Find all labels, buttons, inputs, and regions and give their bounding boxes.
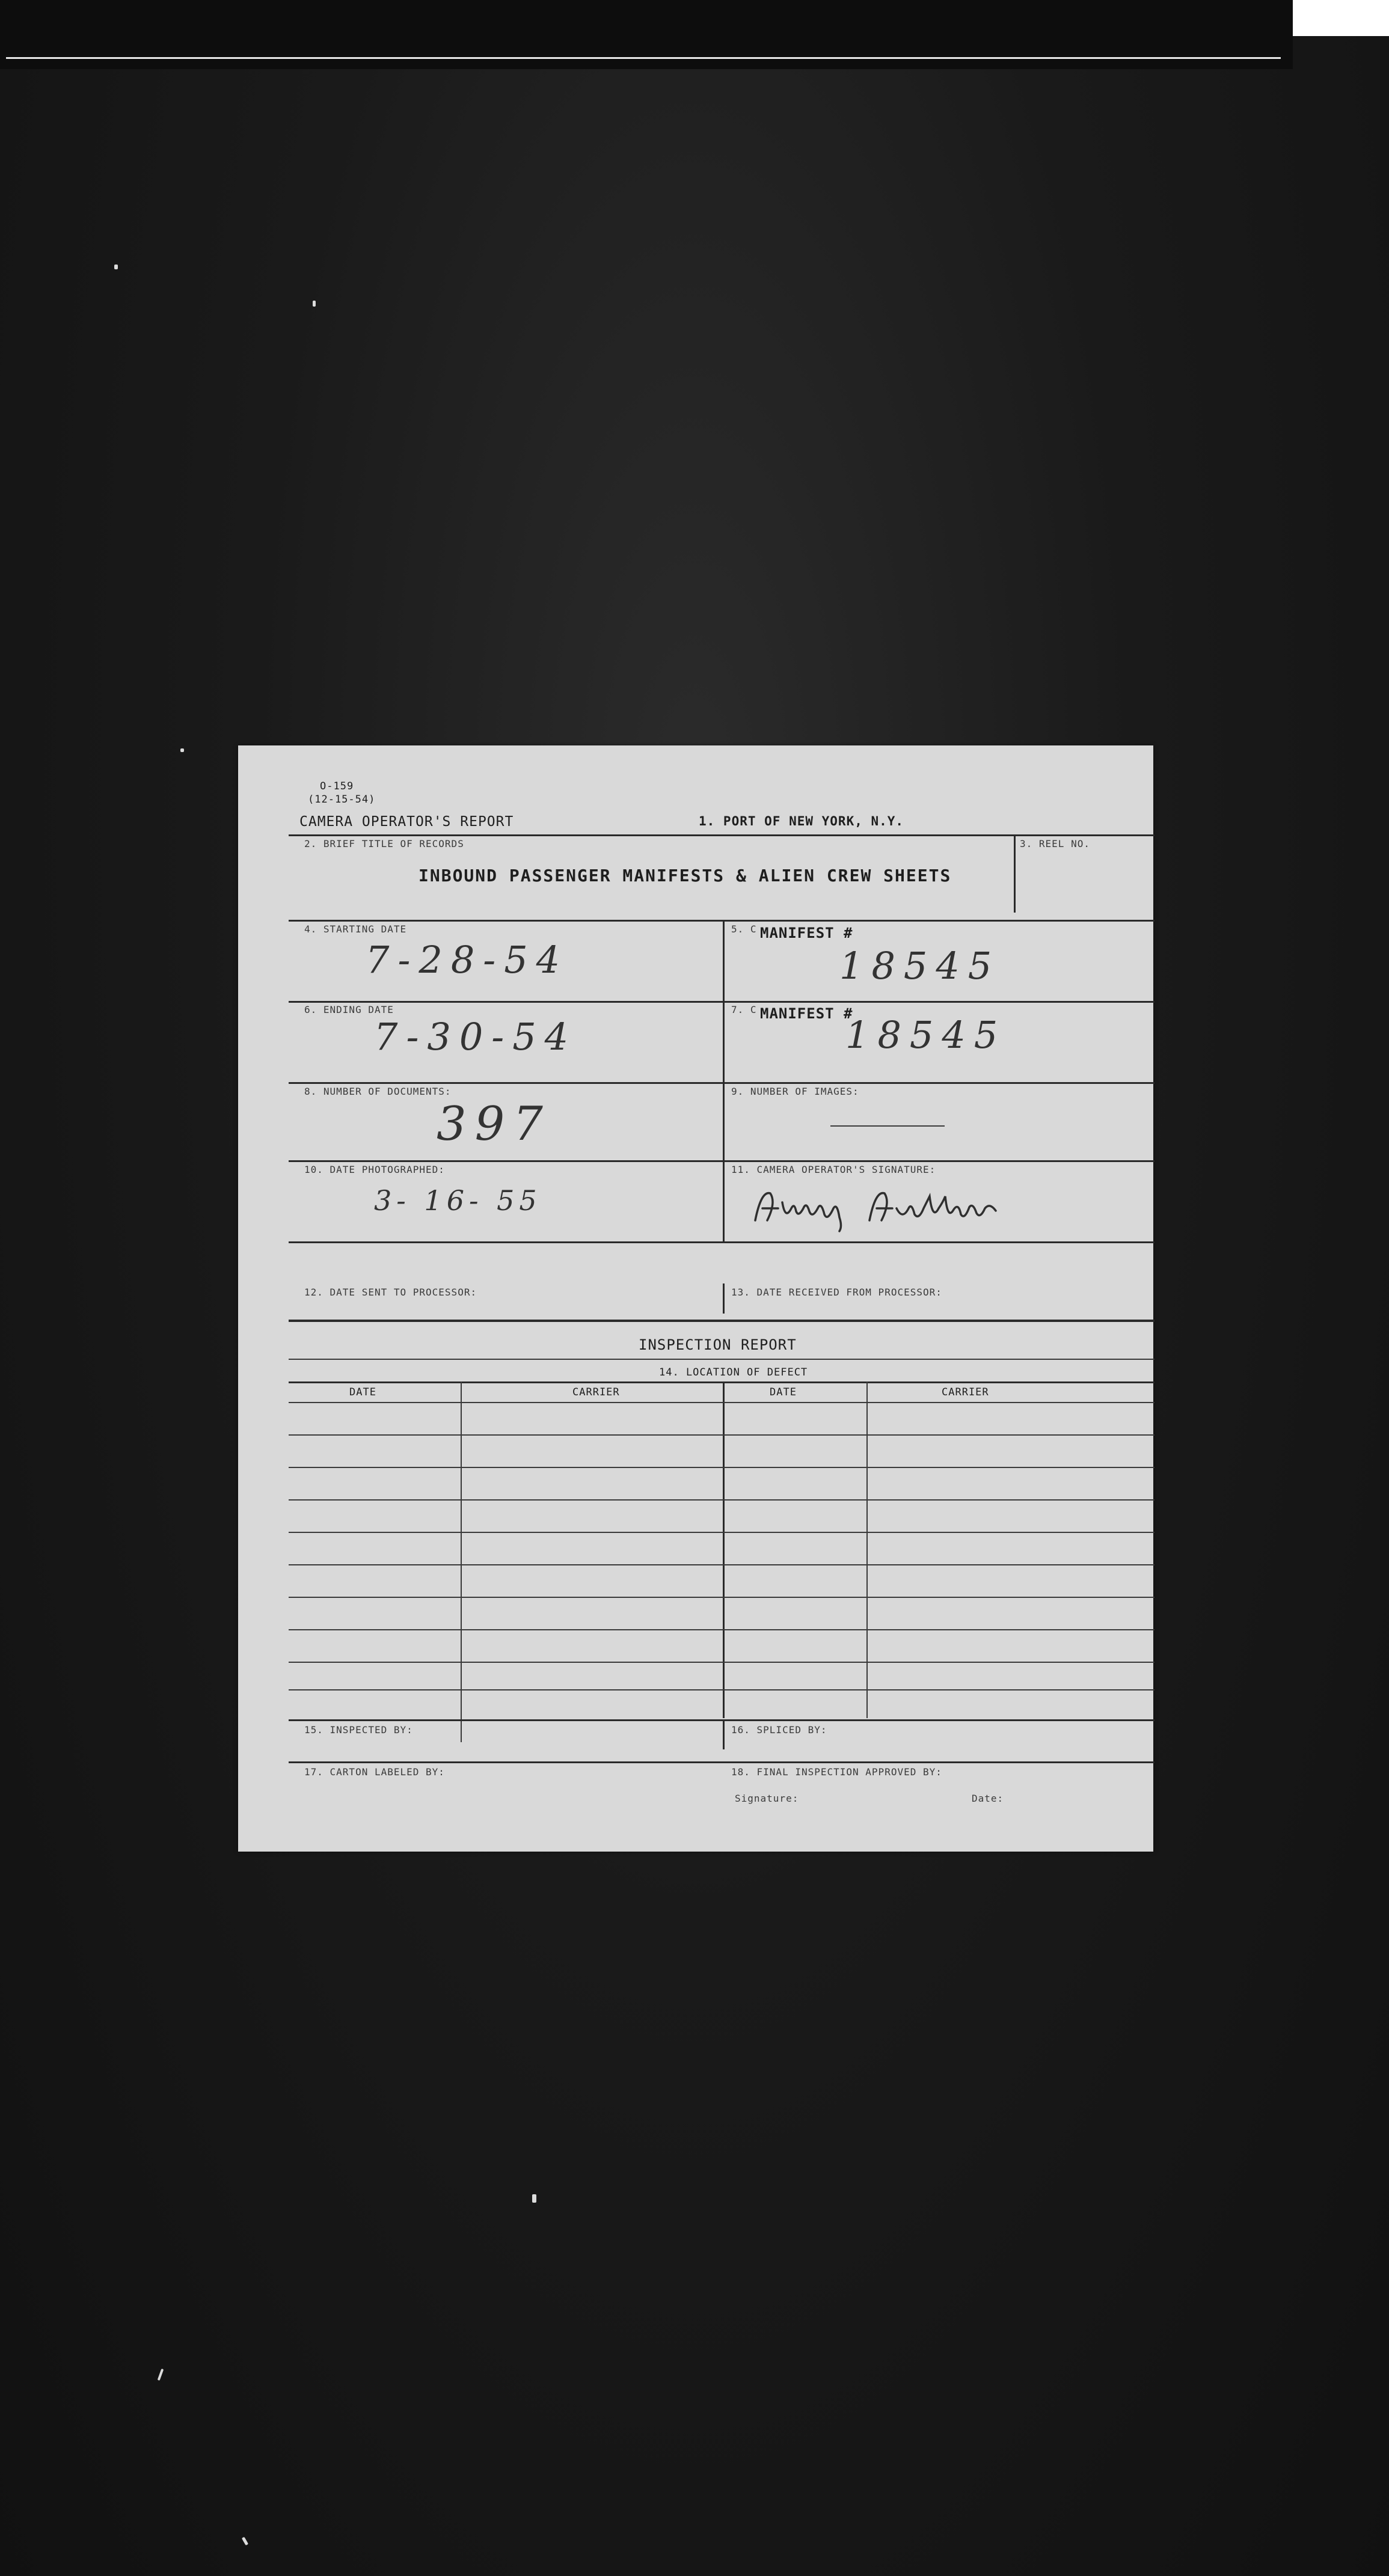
table-col-divider	[866, 1381, 868, 1718]
rule	[289, 1761, 1154, 1763]
rule	[289, 834, 1154, 836]
field-10-label: 10. DATE PHOTOGRAPHED:	[304, 1164, 445, 1175]
field-5-typed: MANIFEST #	[760, 925, 853, 941]
date-photographed-value: 3- 16- 55	[374, 1184, 542, 1217]
rule	[289, 1241, 1154, 1243]
rule	[289, 920, 1154, 922]
center-divider	[723, 920, 725, 1166]
camera-operator-report-form	[238, 745, 1153, 1852]
date-label: Date:	[972, 1793, 1004, 1804]
rule	[289, 1001, 1154, 1003]
table-row-line	[289, 1629, 1154, 1630]
inspection-title: INSPECTION REPORT	[639, 1336, 797, 1353]
images-dash	[830, 1125, 945, 1127]
field-6-label: 6. ENDING DATE	[304, 1004, 394, 1015]
rule	[289, 1082, 1154, 1084]
table-bottom	[289, 1719, 1154, 1721]
field-12-label: 12. DATE SENT TO PROCESSOR:	[304, 1286, 477, 1298]
field-4-label: 4. STARTING DATE	[304, 923, 407, 935]
field-18-label: 18. FINAL INSPECTION APPROVED BY:	[731, 1766, 942, 1778]
table-row-line	[289, 1402, 1154, 1403]
field-7-value: 18545	[845, 1013, 1007, 1057]
rule	[289, 1381, 1154, 1383]
field-17-label: 17. CARTON LABELED BY:	[304, 1766, 445, 1778]
table-row-line	[289, 1499, 1154, 1501]
col-carrier-left: CARRIER	[572, 1386, 620, 1398]
signature-label: Signature:	[735, 1793, 799, 1804]
field-14-label: 14. LOCATION OF DEFECT	[659, 1366, 808, 1378]
field-13-label: 13. DATE RECEIVED FROM PROCESSOR:	[731, 1286, 942, 1298]
field-7-typed: MANIFEST #	[760, 1005, 853, 1022]
ending-date-value: 7-30-54	[374, 1015, 577, 1059]
field-3-label: 3. REEL NO.	[1020, 838, 1090, 849]
center-divider	[723, 1160, 725, 1241]
field-8-label: 8. NUMBER OF DOCUMENTS:	[304, 1086, 452, 1097]
table-row-line	[289, 1662, 1154, 1663]
port-field: 1. PORT OF NEW YORK, N.Y.	[699, 814, 904, 828]
table-row-line	[289, 1597, 1154, 1598]
form-number: O-159	[320, 780, 354, 792]
table-row-line	[289, 1532, 1154, 1533]
table-row-line	[289, 1434, 1154, 1436]
center-divider	[723, 1719, 725, 1749]
field-16-label: 16. SPLICED BY:	[731, 1724, 827, 1736]
field-11-label: 11. CAMERA OPERATOR'S SIGNATURE:	[731, 1164, 936, 1175]
table-col-divider	[461, 1381, 462, 1742]
col-date-right: DATE	[770, 1386, 797, 1398]
col-date-left: DATE	[349, 1386, 376, 1398]
rule	[289, 1359, 1154, 1360]
field-15-label: 15. INSPECTED BY:	[304, 1724, 413, 1736]
table-row-line	[289, 1564, 1154, 1565]
field-9-label: 9. NUMBER OF IMAGES:	[731, 1086, 859, 1097]
rule	[289, 1160, 1154, 1162]
table-row-line	[289, 1689, 1154, 1690]
field-5-label: 5. C	[731, 923, 757, 935]
report-title: CAMERA OPERATOR'S REPORT	[299, 814, 514, 830]
table-row-line	[289, 1467, 1154, 1468]
field-7-label: 7. C	[731, 1004, 757, 1015]
reel-divider	[1014, 834, 1016, 913]
records-title: INBOUND PASSENGER MANIFESTS & ALIEN CREW SHEETS	[419, 866, 952, 886]
col-carrier-right: CARRIER	[942, 1386, 989, 1398]
form-revision-date: (12-15-54)	[308, 794, 376, 806]
film-edge-line	[6, 57, 1281, 59]
center-divider	[723, 1283, 725, 1314]
table-col-divider	[723, 1381, 725, 1718]
rule	[289, 1320, 1154, 1322]
starting-date-value: 7-28-54	[366, 938, 569, 982]
documents-value: 397	[437, 1097, 551, 1151]
field-2-label: 2. BRIEF TITLE OF RECORDS	[304, 838, 464, 849]
operator-signature	[749, 1184, 1032, 1232]
field-5-value: 18545	[839, 944, 1001, 988]
